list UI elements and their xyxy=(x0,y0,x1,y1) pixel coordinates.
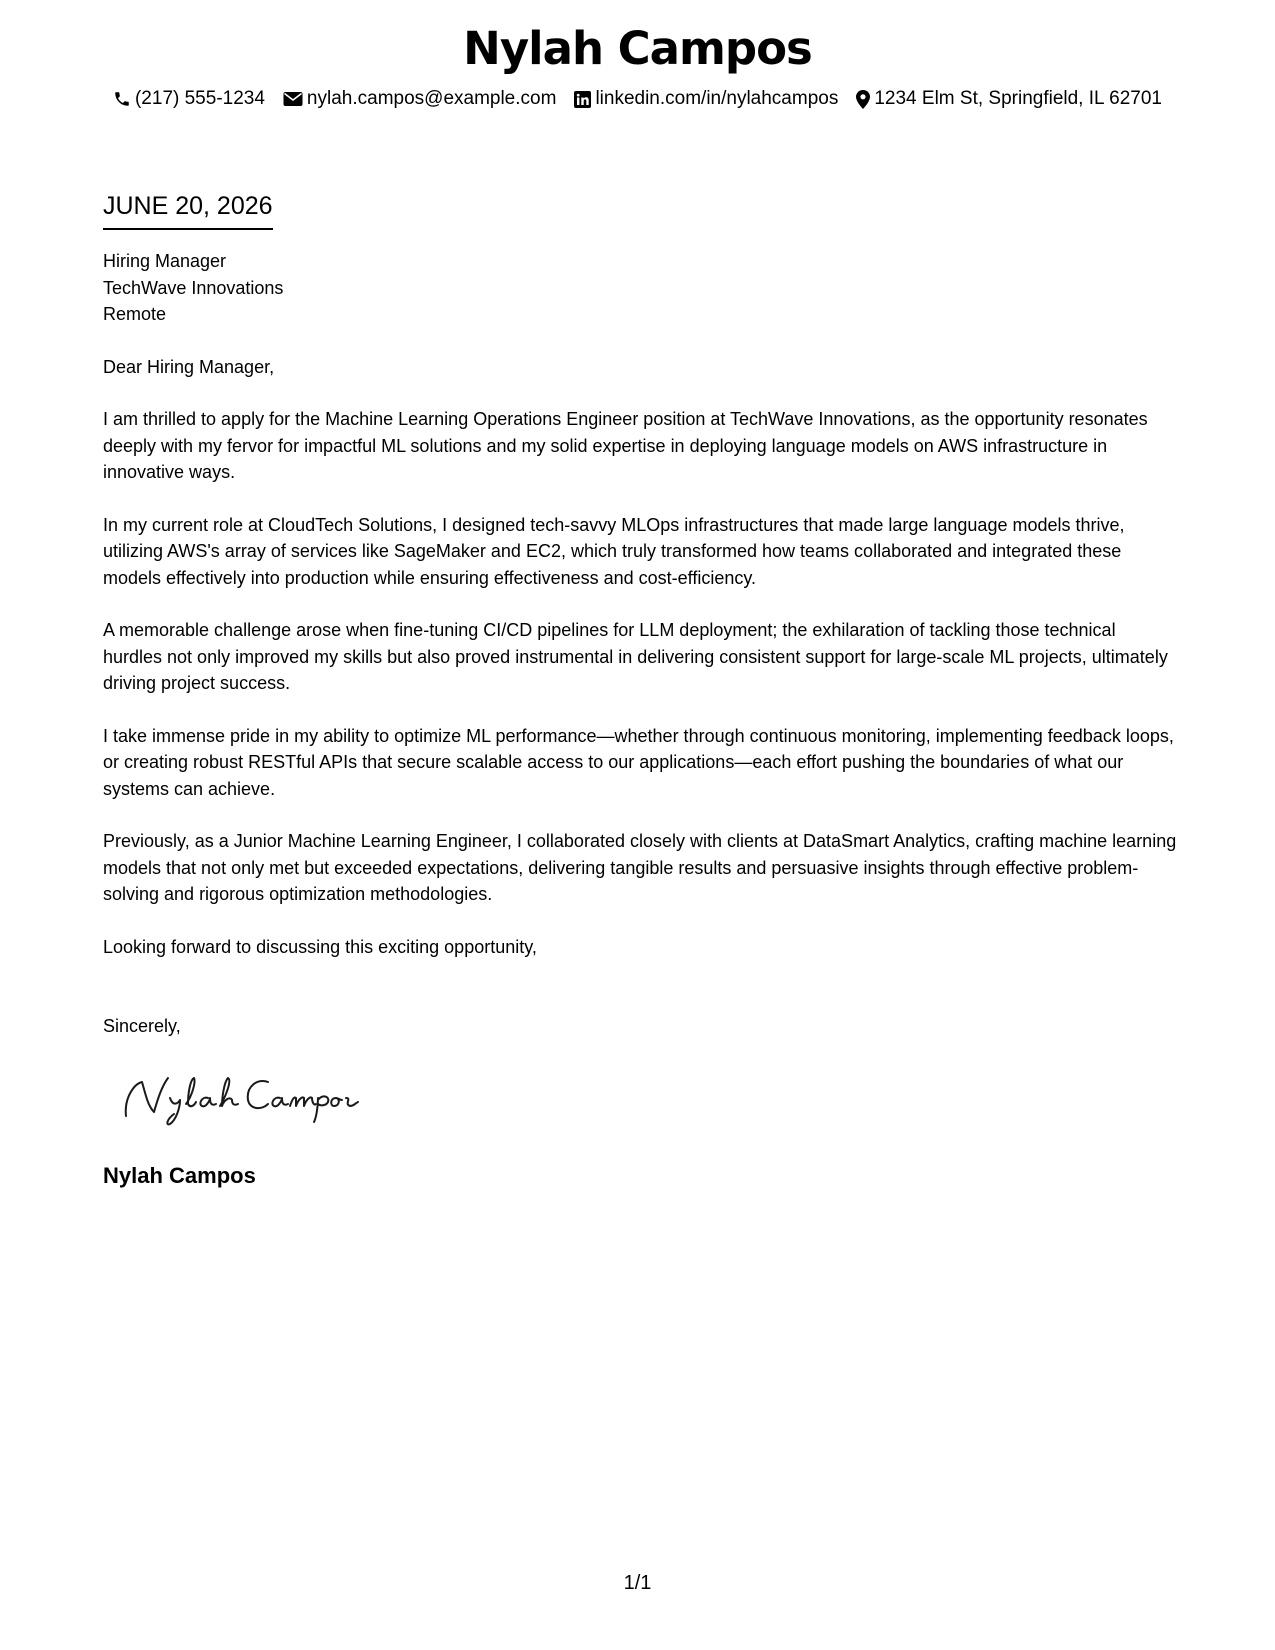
typed-signature-name: Nylah Campos xyxy=(103,1163,256,1188)
body-paragraph-3: A memorable challenge arose when fine-tuning CI/CD pipelines for LLM deployment; the exhilaration of tackling those technical hurdles not only improved my skills but also proved instrumental in delivering consistent support for large-scale ML projects, ultimately driving project success. xyxy=(103,620,1168,693)
body-paragraph-2: In my current role at CloudTech Solutions, I designed tech-savvy MLOps infrastructures that made large language models thrive, utilizing AWS's array of services like SageMaker and EC2, which truly transformed how teams collaborated and integrated these models effectively into production while ensuring effectiveness and cost-efficiency. xyxy=(103,514,1125,588)
map-marker-icon xyxy=(856,90,870,109)
body-paragraph-4: I take immense pride in my ability to optimize ML performance—whether through continuous monitoring, implementing feedback loops, or creating robust RESTful APIs that secure scalable access to our applications—each effort pushing the boundaries of what our systems can achieve. xyxy=(103,725,1174,799)
linkedin-icon xyxy=(574,91,591,108)
contact-phone xyxy=(113,86,265,112)
contact-info-row xyxy=(0,86,1275,112)
envelope-icon xyxy=(283,91,303,107)
address-text: 1234 Elm St, Springfield, IL 62701 xyxy=(874,88,1162,109)
contact-linkedin xyxy=(574,86,838,112)
letter-date: JUNE 20, 2026 xyxy=(103,190,273,230)
page-number: 1/1 xyxy=(623,1572,652,1594)
closing-line: Looking forward to discussing this exciting opportunity, xyxy=(103,936,537,957)
contact-address xyxy=(856,86,1162,112)
email-text: nylah.campos@example.com xyxy=(306,88,557,109)
signoff: Sincerely, xyxy=(103,1016,181,1036)
body-paragraph-1: I am thrilled to apply for the Machine Learning Operations Engineer position at TechWave Innovations, as the opportunity resonates deeply with my fervor for impactful ML solutions and my solid expertise in deploying language models on AWS infrastructure in innovative ways. xyxy=(103,409,1148,482)
applicant-name-heading: Nylah Campos xyxy=(463,22,812,75)
recipient-block xyxy=(103,248,1178,328)
salutation: Dear Hiring Manager, xyxy=(103,356,275,377)
recipient-title: Hiring Manager xyxy=(103,251,227,271)
body-paragraph-5: Previously, as a Junior Machine Learning Engineer, I collaborated closely with clients at DataSmart Analytics, crafting machine learning models that not only met but exceeded expectations, delivering tangible results and persuasive insights through effective problem-solving and rigorous optimization methodologies. xyxy=(103,831,1177,904)
handwritten-signature xyxy=(118,1068,363,1128)
letter-header xyxy=(0,20,1275,112)
phone-text: (217) 555-1234 xyxy=(134,88,265,109)
letter-body xyxy=(103,248,1178,1040)
linkedin-text: linkedin.com/in/nylahcampos xyxy=(595,88,839,109)
contact-email xyxy=(283,86,557,112)
recipient-location: Remote xyxy=(103,304,167,324)
recipient-company: TechWave Innovations xyxy=(103,277,284,298)
phone-icon xyxy=(113,90,131,108)
